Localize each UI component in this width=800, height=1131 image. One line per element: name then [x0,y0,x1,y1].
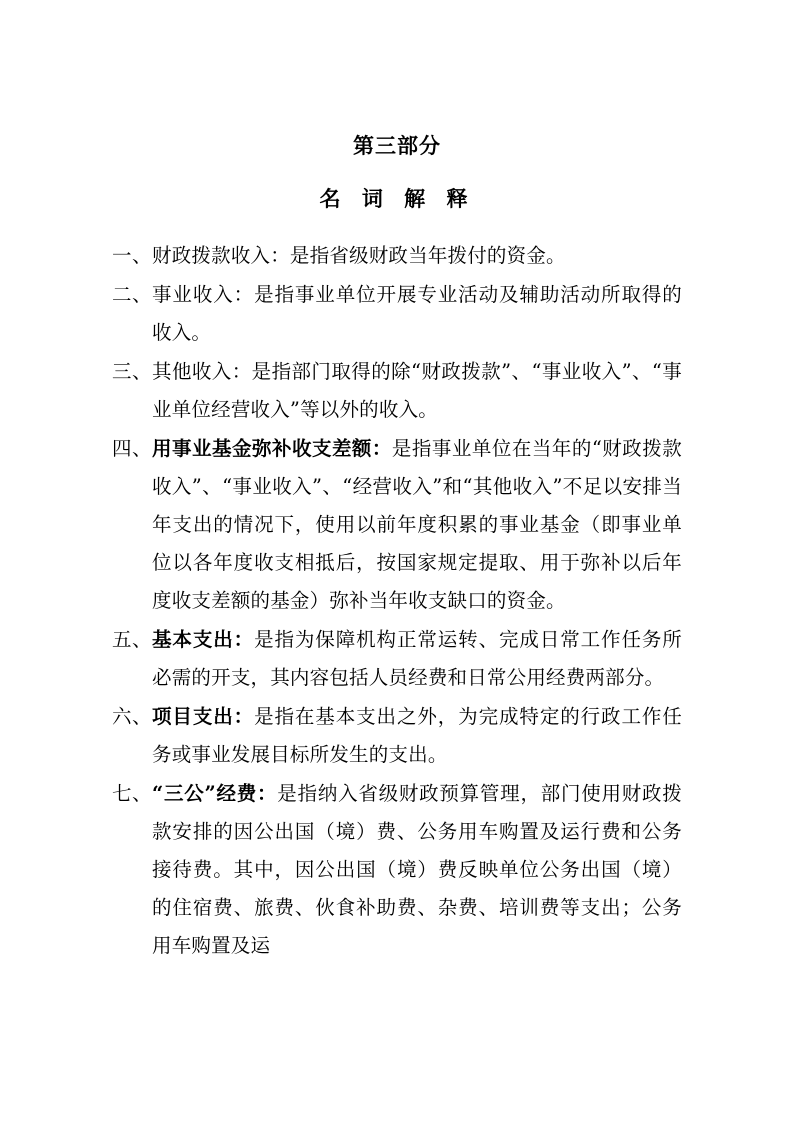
term-definition: 是指为保障机构正常运转、完成日常工作任务所必需的开支，其内容包括人员经费和日常公用经费两部分。 [152,627,682,689]
list-item-body [152,621,682,697]
term-label: 事业收入： [152,282,255,306]
list-item-body [152,237,682,275]
list-item-number: 五、 [112,627,153,651]
list-item-body [152,430,682,620]
list-item [112,775,682,965]
term-label: “三公”经费： [152,781,278,805]
page-title: 第三部分 [353,133,441,158]
list-item [112,276,682,352]
list-item [112,353,682,429]
list-item-body [152,353,682,429]
term-label: 项目支出： [152,704,255,728]
term-definition: 是指事业单位在当年的“财政拨款收入”、“事业收入”、“经营收入”和“其他收入”不足以安排当年支出的情况下，使用以前年度积累的事业基金（即事业单位以各年度收支相抵后，按国家规定提取、用于弥补以后年度收支差额的基金）弥补当年收支缺口的资金。 [152,436,682,612]
list-item-number: 七、 [112,781,153,805]
page-subtitle: 名 词 解 释 [319,186,475,212]
term-label: 财政拨款收入： [152,243,290,267]
term-label: 用事业基金弥补收支差额： [152,436,392,460]
glossary-list [112,237,682,965]
list-item [112,430,682,620]
list-item [112,237,682,275]
list-item [112,621,682,697]
term-definition: 是指省级财政当年拨付的资金。 [289,243,566,267]
term-label: 基本支出： [152,627,255,651]
list-item-body [152,276,682,352]
list-item [112,698,682,774]
list-item-number: 六、 [112,704,153,728]
list-item-number: 二、 [112,282,153,306]
list-item-number: 四、 [112,436,153,460]
term-definition: 是指在基本支出之外，为完成特定的行政工作任务或事业发展目标所发生的支出。 [152,704,682,766]
list-item-body [152,698,682,774]
term-definition: 是指部门取得的除“财政拨款”、“事业收入”、“事业单位经营收入”等以外的收入。 [152,359,682,421]
term-definition: 是指事业单位开展专业活动及辅助活动所取得的收入。 [152,282,682,344]
list-item-number: 一、 [112,243,153,267]
list-item-body [152,775,682,965]
list-item-number: 三、 [112,359,153,383]
term-definition: 是指纳入省级财政预算管理，部门使用财政拨款安排的因公出国（境）费、公务用车购置及运行费和公务接待费。其中，因公出国（境）费反映单位公务出国（境）的住宿费、旅费、伙食补助费、杂费、培训费等支出；公务用车购置及运 [152,781,682,957]
term-label: 其他收入： [152,359,252,383]
